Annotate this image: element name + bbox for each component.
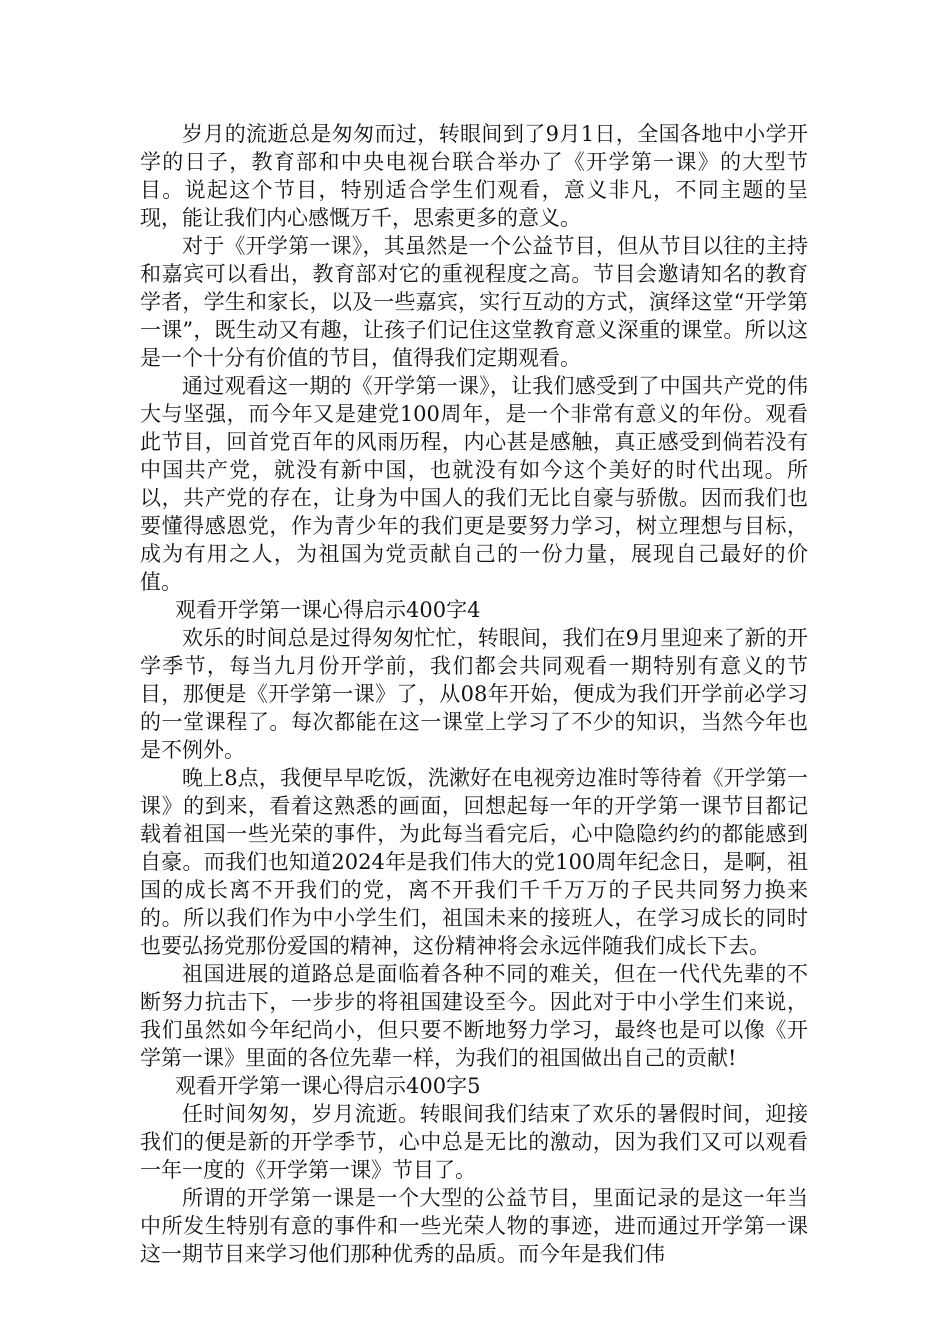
paragraph: 欢乐的时间总是过得匆匆忙忙，转眼间，我们在9月里迎来了新的开学季节，每当九月份开学前，我们都会共同观看一期特别有意义的节目，那便是《开学第一课》了，从08年开始，便成为我们开学前必学习的一堂课程了。每次都能在这一课堂上学习了不少的知识，当然今年也是不例外。 [140, 626, 808, 762]
paragraph: 任时间匆匆，岁月流逝。转眼间我们结束了欢乐的暑假时间，迎接我们的便是新的开学季节，心中总是无比的激动，因为我们又可以观看一年一度的《开学第一课》节目了。 [140, 1102, 808, 1182]
document-body [140, 120, 808, 1268]
section-heading: 观看开学第一课心得启示400字5 [175, 1074, 481, 1098]
paragraph: 所谓的开学第一课是一个大型的公益节目，里面记录的是这一年当中所发生特别有意的事件和一些光荣人物的事迹，进而通过开学第一课这一期节目来学习他们那种优秀的品质。而今年是我们伟 [140, 1186, 808, 1266]
paragraph: 通过观看这一期的《开学第一课》，让我们感受到了中国共产党的伟大与坚强，而今年又是建党100周年，是一个非常有意义的年份。观看此节目，回首党百年的风雨历程，内心甚是感触，真正感受到倘若没有中国共产党，就没有新中国，也就没有如今这个美好的时代出现。所以，共产党的存在，让身为中国人的我们无比自豪与骄傲。因而我们也要懂得感恩党，作为青少年的我们更是要努力学习，树立理想与目标，成为有用之人，为祖国为党贡献自己的一份力量，展现自己最好的价值。 [140, 374, 808, 594]
paragraph: 岁月的流逝总是匆匆而过，转眼间到了9月1日，全国各地中小学开学的日子，教育部和中央电视台联合举办了《开学第一课》的大型节目。说起这个节目，特别适合学生们观看，意义非凡，不同主题的呈现，能让我们内心感慨万千，思索更多的意义。 [140, 122, 808, 230]
paragraph: 祖国进展的道路总是面临着各种不同的难关，但在一代代先辈的不断努力抗击下，一步步的将祖国建设至今。因此对于中小学生们来说，我们虽然如今年纪尚小，但只要不断地努力学习，最终也是可以像《开学第一课》里面的各位先辈一样，为我们的祖国做出自己的贡献! [140, 962, 808, 1070]
paragraph: 对于《开学第一课》，其虽然是一个公益节目，但从节目以往的主持和嘉宾可以看出，教育部对它的重视程度之高。节目会邀请知名的教育学者，学生和家长，以及一些嘉宾，实行互动的方式，演绎这堂“开学第一课”，既生动又有趣，让孩子们记住这堂教育意义深重的课堂。所以这是一个十分有价值的节目，值得我们定期观看。 [140, 234, 808, 370]
paragraph: 晚上8点，我便早早吃饭，洗漱好在电视旁边准时等待着《开学第一课》的到来，看着这熟悉的画面，回想起每一年的开学第一课节目都记载着祖国一些光荣的事件，为此每当看完后，心中隐隐约约的都能感到自豪。而我们也知道2024年是我们伟大的党100周年纪念日，是啊，祖国的成长离不开我们的党，离不开我们千千万万的子民共同努力换来的。所以我们作为中小学生们，祖国未来的接班人，在学习成长的同时也要弘扬党那份爱国的精神，这份精神将会永远伴随我们成长下去。 [140, 766, 808, 958]
section-heading: 观看开学第一课心得启示400字4 [175, 598, 481, 622]
